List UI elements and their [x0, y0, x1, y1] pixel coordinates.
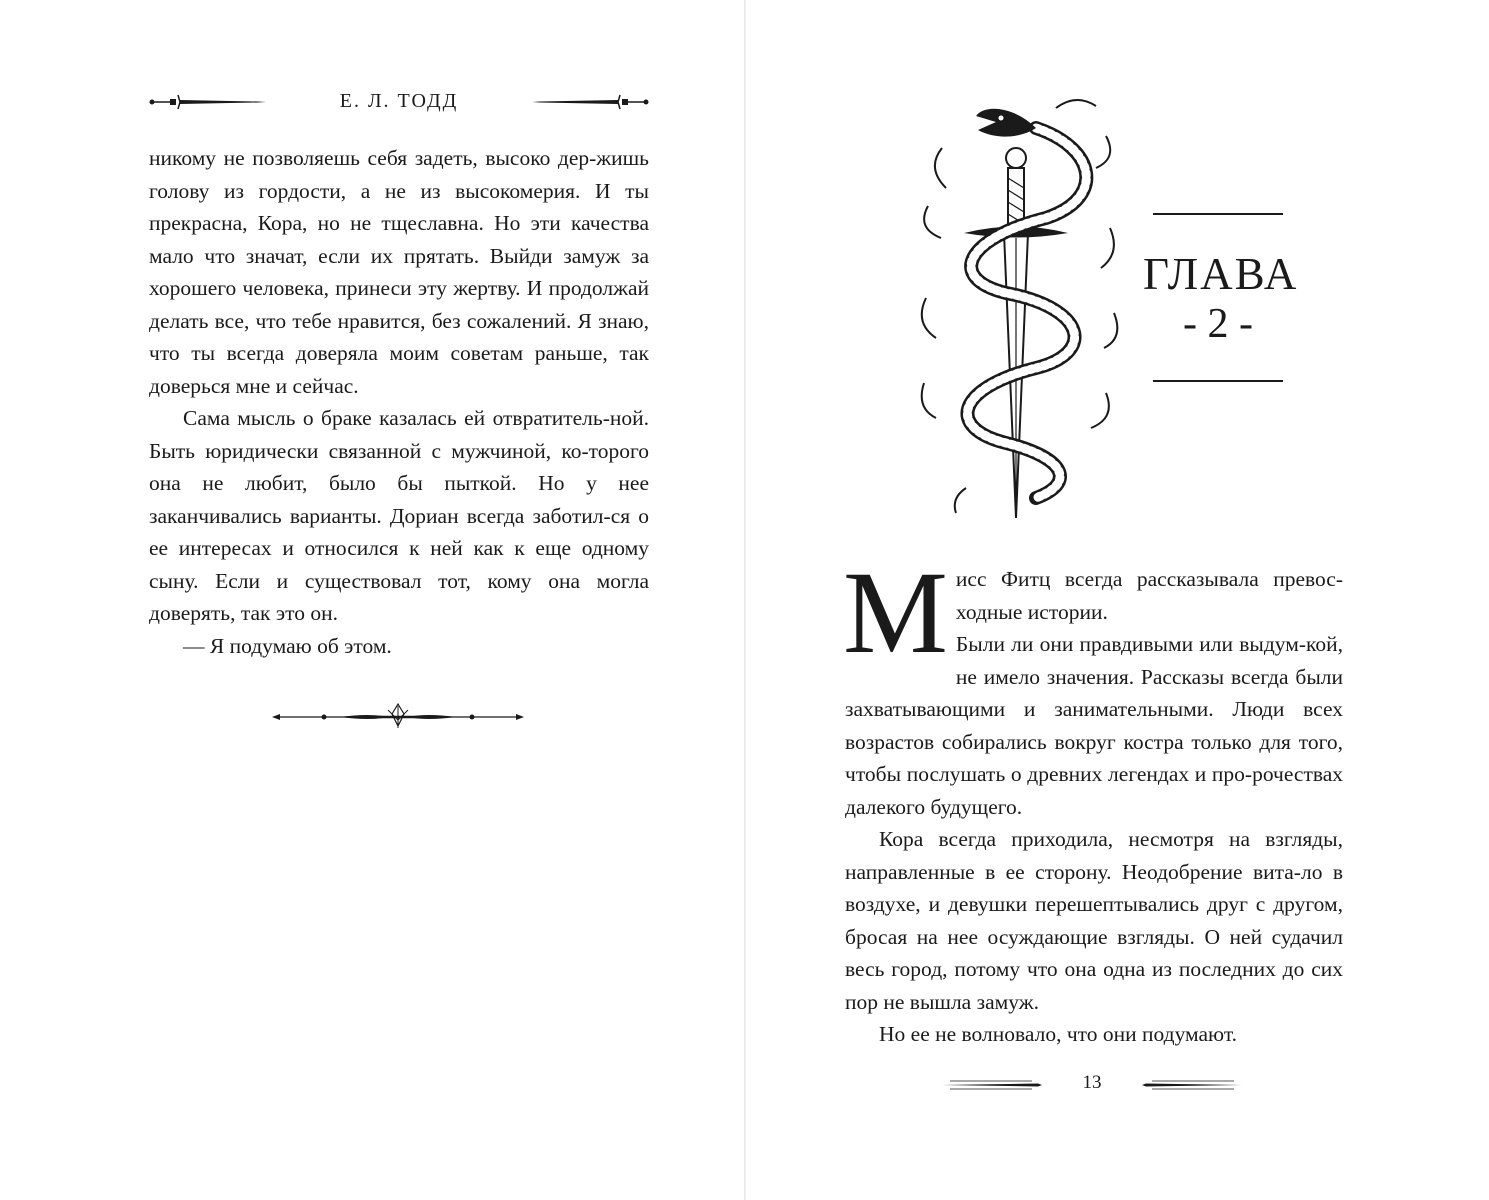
paragraph: никому не позволяешь себя задеть, высоко дер-жишь голову из гордости, а не из высокомерия. И ты прекрасна, Кора, но не тщеславна. Но эти качества мало что значат, если их прятать. Выйди замуж за хорошего человека, принеси эту жертву. И продолжай делать все, что тебе нравится, без сожалений. Я знаю, что ты всегда доверяла моим советам раньше, так доверься мне и сейчас.: [149, 146, 649, 398]
chapter-number: - 2 -: [1183, 301, 1253, 347]
chapter-rule-bottom: [1153, 380, 1283, 382]
paragraph: Кора всегда приходила, несмотря на взгляды, направленные в ее сторону. Неодобрение вита-ло в воздухе, и девушки перешептывались друг с другом, бросая на нее осуждающие взгляды. О ней судачил весь город, потому что она одна из последних до сих пор не вышла замуж.: [845, 827, 1343, 1014]
chapter-heading: [1143, 210, 1299, 390]
left-body-text: [149, 142, 649, 662]
paragraph: — Я подумаю об этом.: [183, 633, 392, 658]
page-number: 13: [1082, 1072, 1102, 1093]
chapter-label: ГЛАВА: [1143, 249, 1299, 299]
sword-ornament-icon: [530, 92, 650, 112]
folio-flourish-icon: [1142, 1078, 1242, 1092]
paragraph: Были ли они правдивыми или выдум-кой, не имело значения. Рассказы всегда были захватывающими и занимательными. Люди всех возрастов собирались вокруг костра только для того, чтобы послушать о древних легендах и про-рочествах далекого будущего.: [845, 632, 1343, 819]
section-end-flourish-icon: [270, 700, 526, 734]
chapter-rule-top: [1153, 213, 1283, 215]
running-head: [148, 86, 650, 120]
drop-cap: М: [843, 547, 948, 678]
serpent-dagger-icon: [906, 88, 1126, 518]
right-body-text: [843, 547, 1343, 1051]
paragraph: Сама мысль о браке казалась ей отвратитель-ной. Быть юридически связанной с мужчиной, ко-торого она не любит, было бы пыткой. Но у нее заканчивались варианты. Дориан всегда заботил-ся о ее интересах и относился к ней как к еще одному сыну. Если и существовал тот, кому она могла доверять, так это он.: [149, 406, 649, 625]
opening-text: исс Фитц всегда рассказывала превос-ходные истории.: [955, 567, 1343, 624]
right-page: [746, 0, 1489, 1200]
left-page: [0, 0, 744, 1200]
running-head-author: Е. Л. ТОДД: [339, 90, 459, 112]
folio: [942, 1070, 1242, 1100]
opening-paragraph: [843, 547, 1343, 678]
paragraph: Но ее не волновало, что они подумают.: [879, 1022, 1237, 1046]
